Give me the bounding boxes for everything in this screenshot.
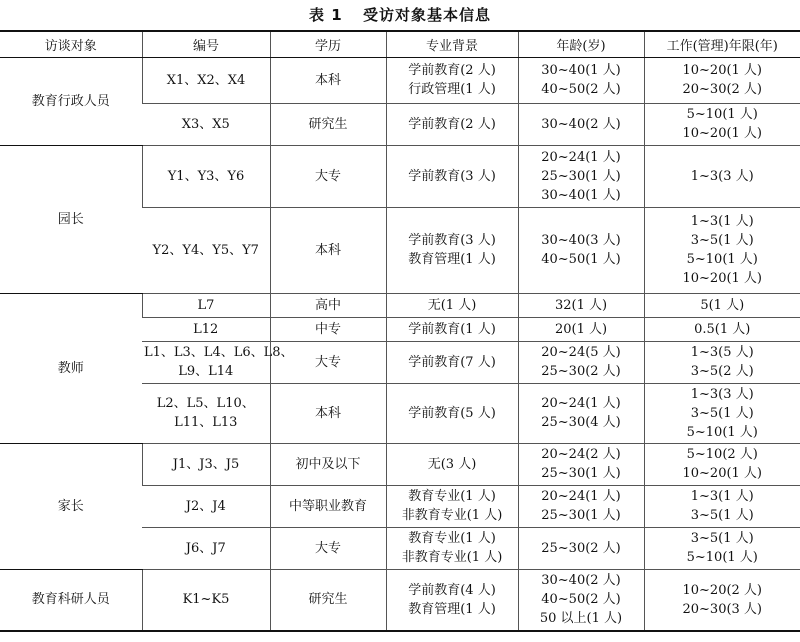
age-cell [518,103,644,145]
age-line: 30~40(1 人) [541,187,621,203]
age-line: 20~24(5 人) [541,345,621,360]
age-line: 20~24(1 人) [541,396,621,411]
years-line: 10~20(1 人) [682,271,763,286]
code-cell [142,57,270,103]
age-line: 20~24(1 人) [541,489,621,504]
major-line: 学前教育(5 人) [408,405,496,421]
age-cell [518,569,644,631]
table-row [0,145,800,207]
major-line: 教育管理(1 人) [408,252,496,267]
age-line: 25~30(2 人) [541,364,621,379]
table-header [0,31,800,57]
major-cell [386,317,518,341]
code-cell [142,145,270,207]
years-line: 3~5(2 人) [690,364,754,379]
age-line: 20(1 人) [554,321,608,337]
table-row [0,57,800,103]
years-line: 5~10(2 人) [686,447,758,462]
years-line: 3~5(1 人) [690,405,754,421]
years-line: 3~5(1 人) [690,531,754,546]
age-line: 20~24(1 人) [541,149,621,165]
age-line: 25~30(2 人) [541,540,621,556]
age-cell [518,485,644,527]
code-line: L7 [197,297,215,313]
years-line: 1~3(1 人) [690,489,754,504]
code-cell [142,103,270,145]
respondent-info-table [0,30,800,632]
years-line: 5~10(1 人) [686,424,758,440]
education-cell: 本科 [270,57,386,103]
age-line: 20~24(2 人) [541,447,621,462]
years-cell [644,383,800,443]
code-cell [142,383,270,443]
years-cell [644,485,800,527]
table-row [0,569,800,631]
code-cell [142,341,294,383]
code-line: J6、J7 [185,540,226,556]
education-cell: 大专 [270,527,386,569]
years-cell [644,569,800,631]
education-cell: 高中 [270,293,386,317]
major-cell [386,207,518,293]
years-line: 3~5(1 人) [690,233,754,248]
education-cell: 中等职业教育 [270,485,386,527]
years-line: 20~30(2 人) [682,82,763,97]
education-cell: 本科 [270,383,386,443]
age-cell [518,341,644,383]
major-cell [386,293,518,317]
age-line: 30~40(1 人) [541,63,621,78]
years-line: 1~3(5 人) [690,345,754,360]
age-cell [518,145,644,207]
major-cell [386,341,518,383]
code-line: J2、J4 [185,498,226,514]
respondent-type-cell: 教育科研人员 [0,569,142,631]
age-cell [518,383,644,443]
major-cell [386,103,518,145]
years-cell [644,145,800,207]
major-cell [386,569,518,631]
major-line: 教育专业(1 人) [408,531,496,546]
code-line: L12 [193,321,219,337]
code-cell [142,527,270,569]
header-respondent-type: 访谈对象 [0,31,142,57]
major-line: 行政管理(1 人) [408,82,496,97]
code-cell [142,317,270,341]
years-cell [644,443,800,485]
years-line: 5~10(1 人) [686,550,758,565]
major-line: 无(1 人) [427,297,477,313]
age-line: 25~30(4 人) [541,415,621,430]
header-major: 专业背景 [386,31,518,57]
code-line: L11、L13 [174,415,238,430]
table-body [0,57,800,631]
education-cell: 中专 [270,317,386,341]
education-cell: 本科 [270,207,386,293]
education-cell: 初中及以下 [270,443,386,485]
table-title: 受访对象基本信息 [362,6,491,24]
major-cell [386,527,518,569]
years-line: 20~30(3 人) [682,601,763,617]
major-line: 学前教育(3 人) [408,168,496,184]
years-line: 10~20(1 人) [682,63,763,78]
header-row [0,31,800,57]
age-line: 32(1 人) [554,297,608,313]
major-line: 非教育专业(1 人) [401,508,503,523]
major-line: 教育管理(1 人) [408,601,496,617]
major-line: 学前教育(1 人) [408,321,496,337]
code-cell [142,569,270,631]
years-line: 1~3(1 人) [690,214,754,229]
code-line: L1、L3、L4、L6、L8、 [144,345,294,360]
age-line: 30~40(3 人) [541,233,621,248]
code-line: J1、J3、J5 [172,456,240,472]
age-line: 30~40(2 人) [541,116,621,132]
years-line: 10~20(1 人) [682,126,763,141]
age-cell [518,317,644,341]
years-line: 5(1 人) [700,297,745,313]
education-cell: 研究生 [270,569,386,631]
major-line: 学前教育(2 人) [408,63,496,78]
header-years: 工作(管理)年限(年) [644,31,800,57]
age-cell [518,527,644,569]
code-line: K1~K5 [182,592,230,608]
major-cell [386,485,518,527]
code-line: L9、L14 [178,364,234,379]
code-cell [142,293,270,317]
respondent-type-cell: 园长 [0,145,142,293]
code-line: X3、X5 [181,116,230,132]
education-cell: 大专 [270,341,386,383]
header-code: 编号 [142,31,270,57]
respondent-type-cell: 教育行政人员 [0,57,142,145]
major-line: 学前教育(2 人) [408,116,496,132]
years-cell [644,341,800,383]
age-line: 25~30(1 人) [541,168,621,184]
major-line: 学前教育(4 人) [408,582,496,598]
major-cell [386,57,518,103]
table-caption [0,0,800,30]
years-cell [644,57,800,103]
years-cell [644,317,800,341]
age-cell [518,207,644,293]
major-line: 学前教育(3 人) [408,233,496,248]
years-cell [644,293,800,317]
education-cell: 大专 [270,145,386,207]
code-line: L2、L5、L10、 [156,396,255,411]
years-line: 1~3(3 人) [690,386,754,402]
years-line: 5~10(1 人) [686,252,758,267]
code-cell [142,485,270,527]
years-cell [644,103,800,145]
years-line: 3~5(1 人) [690,508,754,523]
years-cell [644,527,800,569]
table-row [0,443,800,485]
education-cell: 研究生 [270,103,386,145]
age-line: 25~30(1 人) [541,466,621,481]
code-line: Y2、Y4、Y5、Y7 [152,242,259,258]
table-row [0,293,800,317]
age-cell [518,293,644,317]
major-line: 无(3 人) [427,456,477,472]
code-line: X1、X2、X4 [166,72,246,88]
years-cell [644,207,800,293]
major-line: 非教育专业(1 人) [401,550,503,565]
age-line: 40~50(2 人) [541,82,621,97]
table-number: 表 1 [309,6,343,24]
years-line: 10~20(2 人) [682,582,763,598]
years-line: 5~10(1 人) [686,107,758,122]
age-cell [518,57,644,103]
years-line: 0.5(1 人) [694,321,751,337]
major-line: 学前教育(7 人) [408,354,496,370]
major-cell [386,145,518,207]
major-cell [386,443,518,485]
age-line: 25~30(1 人) [541,508,621,523]
age-line: 50 以上(1 人) [539,611,623,627]
age-line: 40~50(2 人) [541,592,621,608]
header-education: 学历 [270,31,386,57]
respondent-type-cell: 家长 [0,443,142,569]
age-cell [518,443,644,485]
code-cell [142,207,270,293]
code-cell [142,443,270,485]
respondent-type-cell: 教师 [0,293,142,443]
code-line: Y1、Y3、Y6 [167,168,245,184]
major-line: 教育专业(1 人) [408,489,496,504]
years-line: 10~20(1 人) [682,466,763,481]
header-age: 年龄(岁) [518,31,644,57]
years-line: 1~3(3 人) [690,168,754,184]
major-cell [386,383,518,443]
age-line: 30~40(2 人) [541,573,621,589]
age-line: 40~50(1 人) [541,252,621,267]
